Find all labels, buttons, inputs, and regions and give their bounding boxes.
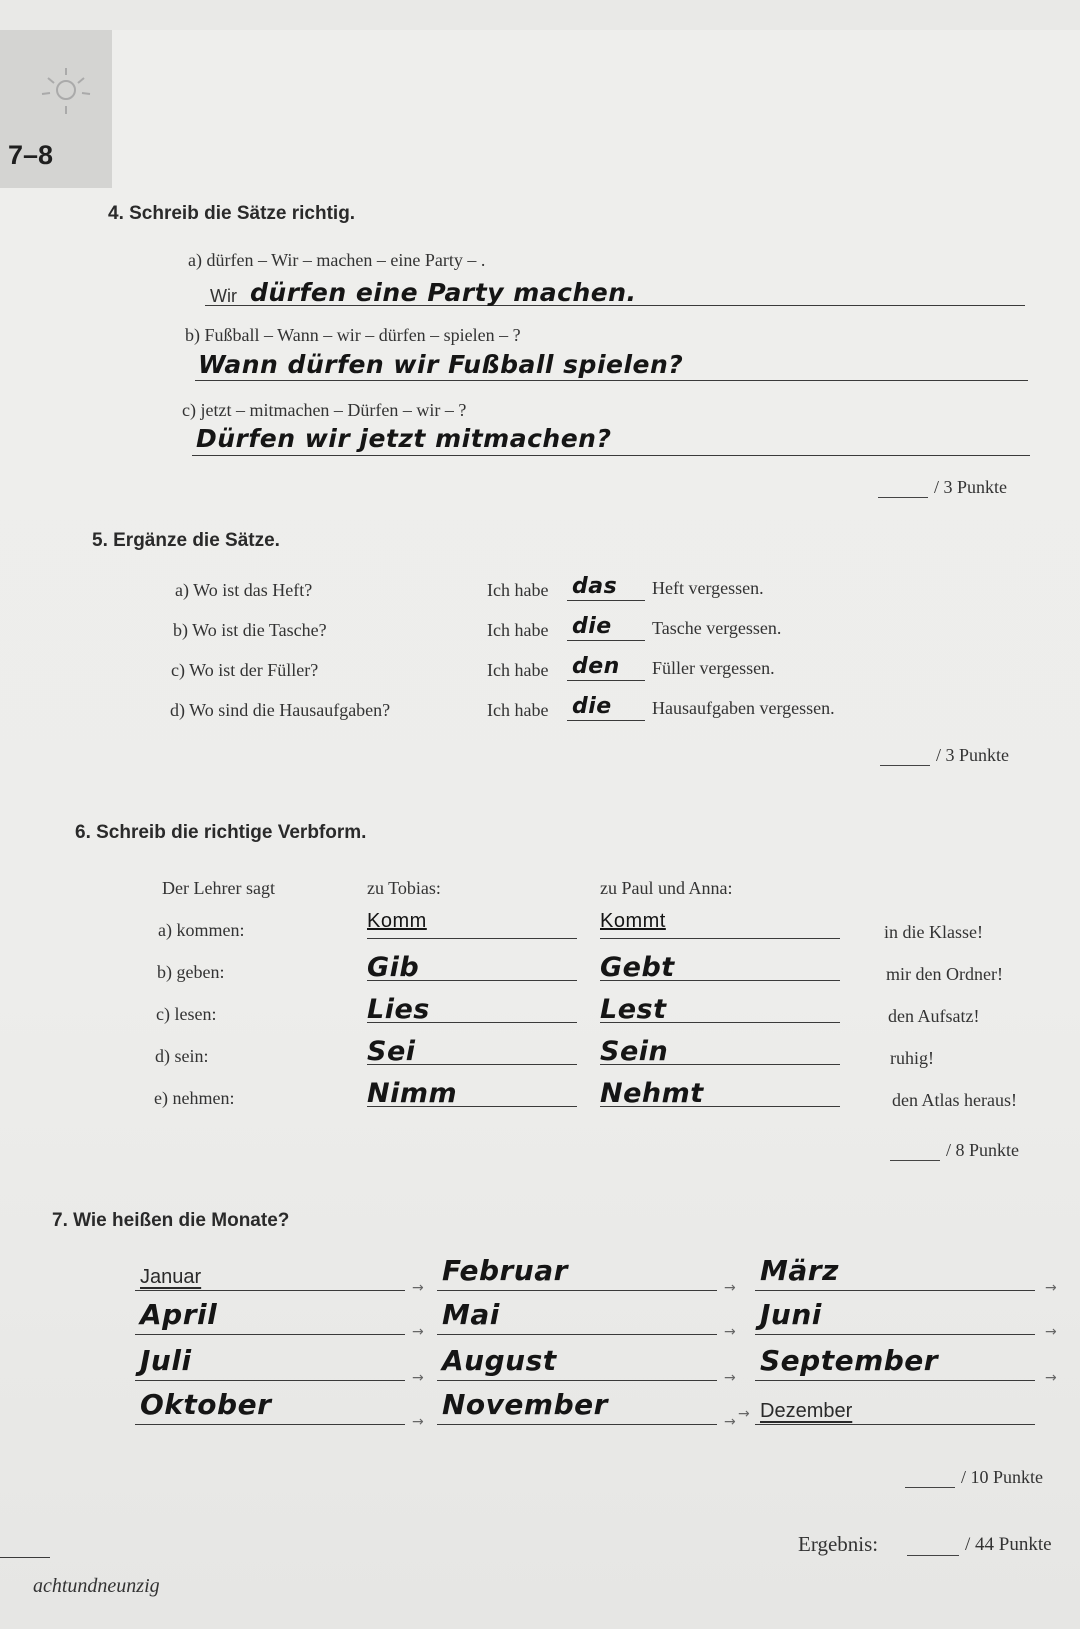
task6-sentence-end: ruhig!	[890, 1048, 934, 1068]
task6-sentence-end: den Aufsatz!	[888, 1006, 980, 1026]
task7-month-line	[135, 1380, 405, 1381]
task6-paul-anna-answer: Kommt	[600, 910, 666, 932]
task7-month-answer: Juni	[760, 1298, 822, 1331]
task6-tobias-answer: Sei	[367, 1036, 416, 1067]
task6-tobias-answer: Gib	[367, 952, 420, 983]
task4-c-answer: Dürfen wir jetzt mitmachen?	[196, 424, 612, 453]
task6-col-paul-anna: zu Paul und Anna:	[600, 878, 733, 898]
arrow-right-icon: →	[724, 1370, 736, 1386]
task7-month-answer: August	[442, 1344, 557, 1377]
task6-tobias-answer: Nimm	[367, 1078, 458, 1109]
task6-heading: 6. Schreib die richtige Verbform.	[75, 822, 367, 843]
task6-verb: c) lesen:	[156, 1004, 217, 1024]
task7-month-answer: Februar	[442, 1254, 568, 1287]
task5-sentence-end: Heft vergessen.	[652, 578, 764, 598]
task7-month-printed: Januar	[140, 1266, 202, 1288]
task6-sentence-end: mir den Ordner!	[886, 964, 1003, 984]
task7-month-line	[755, 1424, 1035, 1425]
task5-answer: die	[572, 694, 612, 719]
task5-ich-habe: Ich habe	[487, 700, 549, 720]
task4-heading: 4. Schreib die Sätze richtig.	[108, 203, 356, 224]
task6-sentence-end: den Atlas heraus!	[892, 1090, 1017, 1110]
task4-b-line	[195, 380, 1028, 381]
task4-b-prompt: b) Fußball – Wann – wir – dürfen – spielen – ?	[185, 325, 521, 345]
task7-month-answer: Mai	[442, 1298, 500, 1331]
task4-b-answer: Wann dürfen wir Fußball spielen?	[198, 350, 684, 379]
footer-rule	[0, 1557, 50, 1558]
task7-month-answer: Juli	[140, 1344, 192, 1377]
task6-paul-anna-answer: Nehmt	[600, 1078, 704, 1109]
task7-month-line	[437, 1380, 717, 1381]
task7-month-line	[135, 1334, 405, 1335]
task5-ich-habe: Ich habe	[487, 620, 549, 640]
page-number-word: achtundneunzig	[33, 1575, 160, 1597]
arrow-right-icon: →	[724, 1280, 736, 1296]
arrow-right-icon: →	[738, 1406, 750, 1422]
task6-tobias-line	[367, 938, 577, 939]
result-score: / 44 Punkte	[907, 1534, 1052, 1556]
task6-verb: b) geben:	[157, 962, 225, 982]
task6-tobias-answer: Komm	[367, 910, 427, 932]
task7-month-line	[755, 1290, 1035, 1291]
task5-answer: den	[572, 654, 620, 679]
task7-month-line	[135, 1290, 405, 1291]
task5-heading: 5. Ergänze die Sätze.	[92, 530, 280, 551]
task5-question: a) Wo ist das Heft?	[175, 580, 313, 600]
arrow-right-icon: →	[412, 1414, 424, 1430]
arrow-right-icon: →	[724, 1324, 736, 1340]
task6-paul-anna-answer: Gebt	[600, 952, 675, 983]
arrow-right-icon: →	[412, 1370, 424, 1386]
task5-answer-line	[567, 680, 645, 681]
task7-month-line	[755, 1334, 1035, 1335]
task4-a-prompt: a) dürfen – Wir – machen – eine Party – .	[188, 250, 486, 270]
task7-month-line	[437, 1290, 717, 1291]
task6-col-tobias: zu Tobias:	[367, 878, 441, 898]
task6-paul-anna-answer: Lest	[600, 994, 667, 1025]
arrow-right-icon: →	[412, 1324, 424, 1340]
task7-heading: 7. Wie heißen die Monate?	[52, 1210, 290, 1231]
task5-ich-habe: Ich habe	[487, 660, 549, 680]
task6-paul-anna-answer: Sein	[600, 1036, 669, 1067]
task6-score: / 8 Punkte	[890, 1140, 1019, 1161]
task4-score: / 3 Punkte	[878, 477, 1007, 498]
task4-c-prompt: c) jetzt – mitmachen – Dürfen – wir – ?	[182, 400, 467, 420]
task5-sentence-end: Hausaufgaben vergessen.	[652, 698, 835, 718]
arrow-right-icon: →	[1045, 1280, 1057, 1296]
task7-month-line	[437, 1334, 717, 1335]
result-label: Ergebnis:	[798, 1532, 879, 1556]
task5-sentence-end: Füller vergessen.	[652, 658, 775, 678]
task7-month-answer: März	[760, 1254, 839, 1287]
task7-month-answer: September	[760, 1344, 939, 1377]
task6-verb: d) sein:	[155, 1046, 209, 1066]
task7-month-line	[135, 1424, 405, 1425]
task5-answer-line	[567, 640, 645, 641]
sun-icon	[0, 30, 112, 130]
task5-sentence-end: Tasche vergessen.	[652, 618, 782, 638]
task5-question: d) Wo sind die Hausaufgaben?	[170, 700, 391, 720]
task7-month-answer: April	[140, 1298, 218, 1331]
arrow-right-icon: →	[1045, 1324, 1057, 1340]
task4-a-answer: dürfen eine Party machen.	[250, 278, 637, 307]
unit-label: 7–8	[8, 140, 54, 170]
task6-verb: e) nehmen:	[154, 1088, 235, 1108]
arrow-right-icon: →	[724, 1414, 736, 1430]
task5-question: b) Wo ist die Tasche?	[173, 620, 327, 640]
task7-month-printed: Dezember	[760, 1400, 853, 1422]
task6-verb: a) kommen:	[158, 920, 245, 940]
task6-col-lehrer: Der Lehrer sagt	[162, 878, 275, 898]
task7-month-line	[437, 1424, 717, 1425]
task7-month-answer: Oktober	[140, 1388, 272, 1421]
task7-score: / 10 Punkte	[905, 1467, 1043, 1488]
task4-c-line	[192, 455, 1030, 456]
task5-answer-line	[567, 720, 645, 721]
task6-paul-anna-line	[600, 938, 840, 939]
task7-month-line	[755, 1380, 1035, 1381]
arrow-right-icon: →	[412, 1280, 424, 1296]
task5-answer: das	[572, 574, 618, 599]
arrow-right-icon: →	[1045, 1370, 1057, 1386]
task5-score: / 3 Punkte	[880, 745, 1009, 766]
task6-sentence-end: in die Klasse!	[884, 922, 983, 942]
task4-a-given: Wir	[210, 286, 237, 306]
task5-answer-line	[567, 600, 645, 601]
task5-answer: die	[572, 614, 612, 639]
task5-ich-habe: Ich habe	[487, 580, 549, 600]
task5-question: c) Wo ist der Füller?	[171, 660, 319, 680]
task6-tobias-answer: Lies	[367, 994, 430, 1025]
task7-month-answer: November	[442, 1388, 608, 1421]
